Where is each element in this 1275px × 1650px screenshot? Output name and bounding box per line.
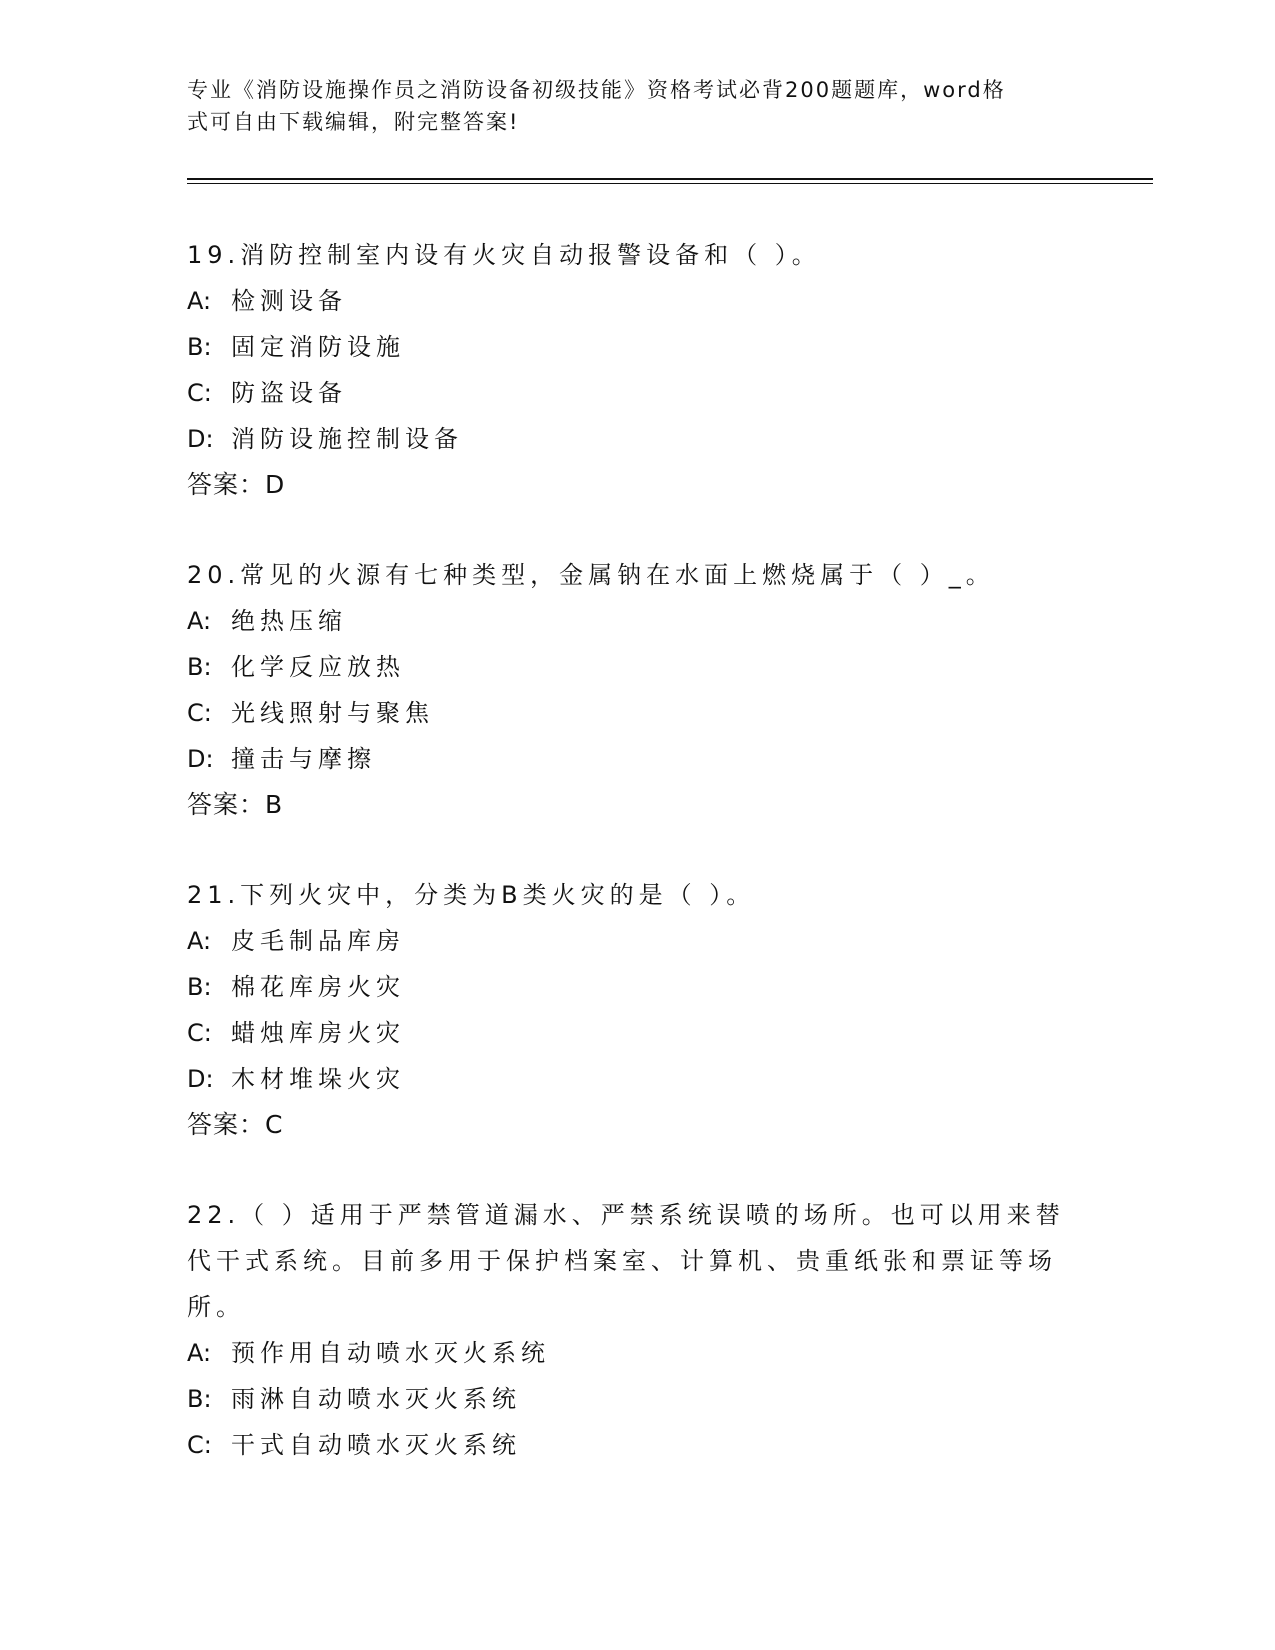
question-stem: 20.常见的火源有七种类型，金属钠在水面上燃烧属于（ ）_。 <box>187 561 995 589</box>
option-text: 预作用自动喷水灭火系统 <box>231 1339 550 1367</box>
header-line-1: 专业《消防设施操作员之消防设备初级技能》资格考试必背200题题库，word格 <box>187 78 1006 102</box>
option-a <box>187 918 1077 964</box>
option-key: C: <box>187 699 212 727</box>
option-a <box>187 278 1077 324</box>
option-d <box>187 736 1077 782</box>
option-c <box>187 370 1077 416</box>
option-text: 绝热压缩 <box>231 607 347 635</box>
option-key: D: <box>187 425 214 453</box>
option-b <box>187 964 1077 1010</box>
answer: 答案：C <box>187 1110 284 1139</box>
option-c <box>187 1010 1077 1056</box>
header-divider-thin <box>187 183 1153 184</box>
option-key: A: <box>187 607 212 635</box>
option-text: 光线照射与聚焦 <box>231 699 434 727</box>
option-key: D: <box>187 745 214 773</box>
question-20 <box>187 552 1077 828</box>
question-list <box>187 232 1077 1512</box>
question-21 <box>187 872 1077 1148</box>
answer: 答案：D <box>187 470 286 499</box>
header-line-2: 式可自由下载编辑，附完整答案! <box>187 110 520 134</box>
option-key: A: <box>187 927 212 955</box>
option-text: 化学反应放热 <box>231 653 405 681</box>
question-stem: 22.（ ）适用于严禁管道漏水、严禁系统误喷的场所。也可以用来替代干式系统。目前多用于保护档案室、计算机、贵重纸张和票证等场所。 <box>187 1201 1065 1321</box>
option-b <box>187 324 1077 370</box>
option-key: A: <box>187 1339 212 1367</box>
option-key: C: <box>187 379 212 407</box>
option-key: D: <box>187 1065 214 1093</box>
question-stem: 19.消防控制室内设有火灾自动报警设备和（ ）。 <box>187 241 821 269</box>
document-header <box>187 74 1067 138</box>
option-text: 棉花库房火灾 <box>231 973 405 1001</box>
option-key: A: <box>187 287 212 315</box>
option-key: B: <box>187 1385 212 1413</box>
question-22 <box>187 1192 1077 1468</box>
option-key: C: <box>187 1431 212 1459</box>
option-key: C: <box>187 1019 212 1047</box>
option-c <box>187 690 1077 736</box>
question-stem: 21.下列火灾中，分类为B类火灾的是（ ）。 <box>187 881 756 909</box>
option-text: 撞击与摩擦 <box>231 745 376 773</box>
option-text: 蜡烛库房火灾 <box>231 1019 405 1047</box>
option-key: B: <box>187 333 212 361</box>
option-text: 消防设施控制设备 <box>231 425 463 453</box>
option-d <box>187 416 1077 462</box>
option-a <box>187 598 1077 644</box>
question-19 <box>187 232 1077 508</box>
option-text: 木材堆垛火灾 <box>231 1065 405 1093</box>
header-divider-thick <box>187 178 1153 180</box>
option-b <box>187 1376 1077 1422</box>
option-text: 防盗设备 <box>231 379 347 407</box>
option-text: 干式自动喷水灭火系统 <box>231 1431 521 1459</box>
option-text: 固定消防设施 <box>231 333 405 361</box>
option-d <box>187 1056 1077 1102</box>
option-text: 皮毛制品库房 <box>231 927 405 955</box>
option-key: B: <box>187 973 212 1001</box>
option-text: 检测设备 <box>231 287 347 315</box>
option-b <box>187 644 1077 690</box>
option-text: 雨淋自动喷水灭火系统 <box>231 1385 521 1413</box>
option-a <box>187 1330 1077 1376</box>
option-key: B: <box>187 653 212 681</box>
answer: 答案：B <box>187 790 284 819</box>
option-c <box>187 1422 1077 1468</box>
